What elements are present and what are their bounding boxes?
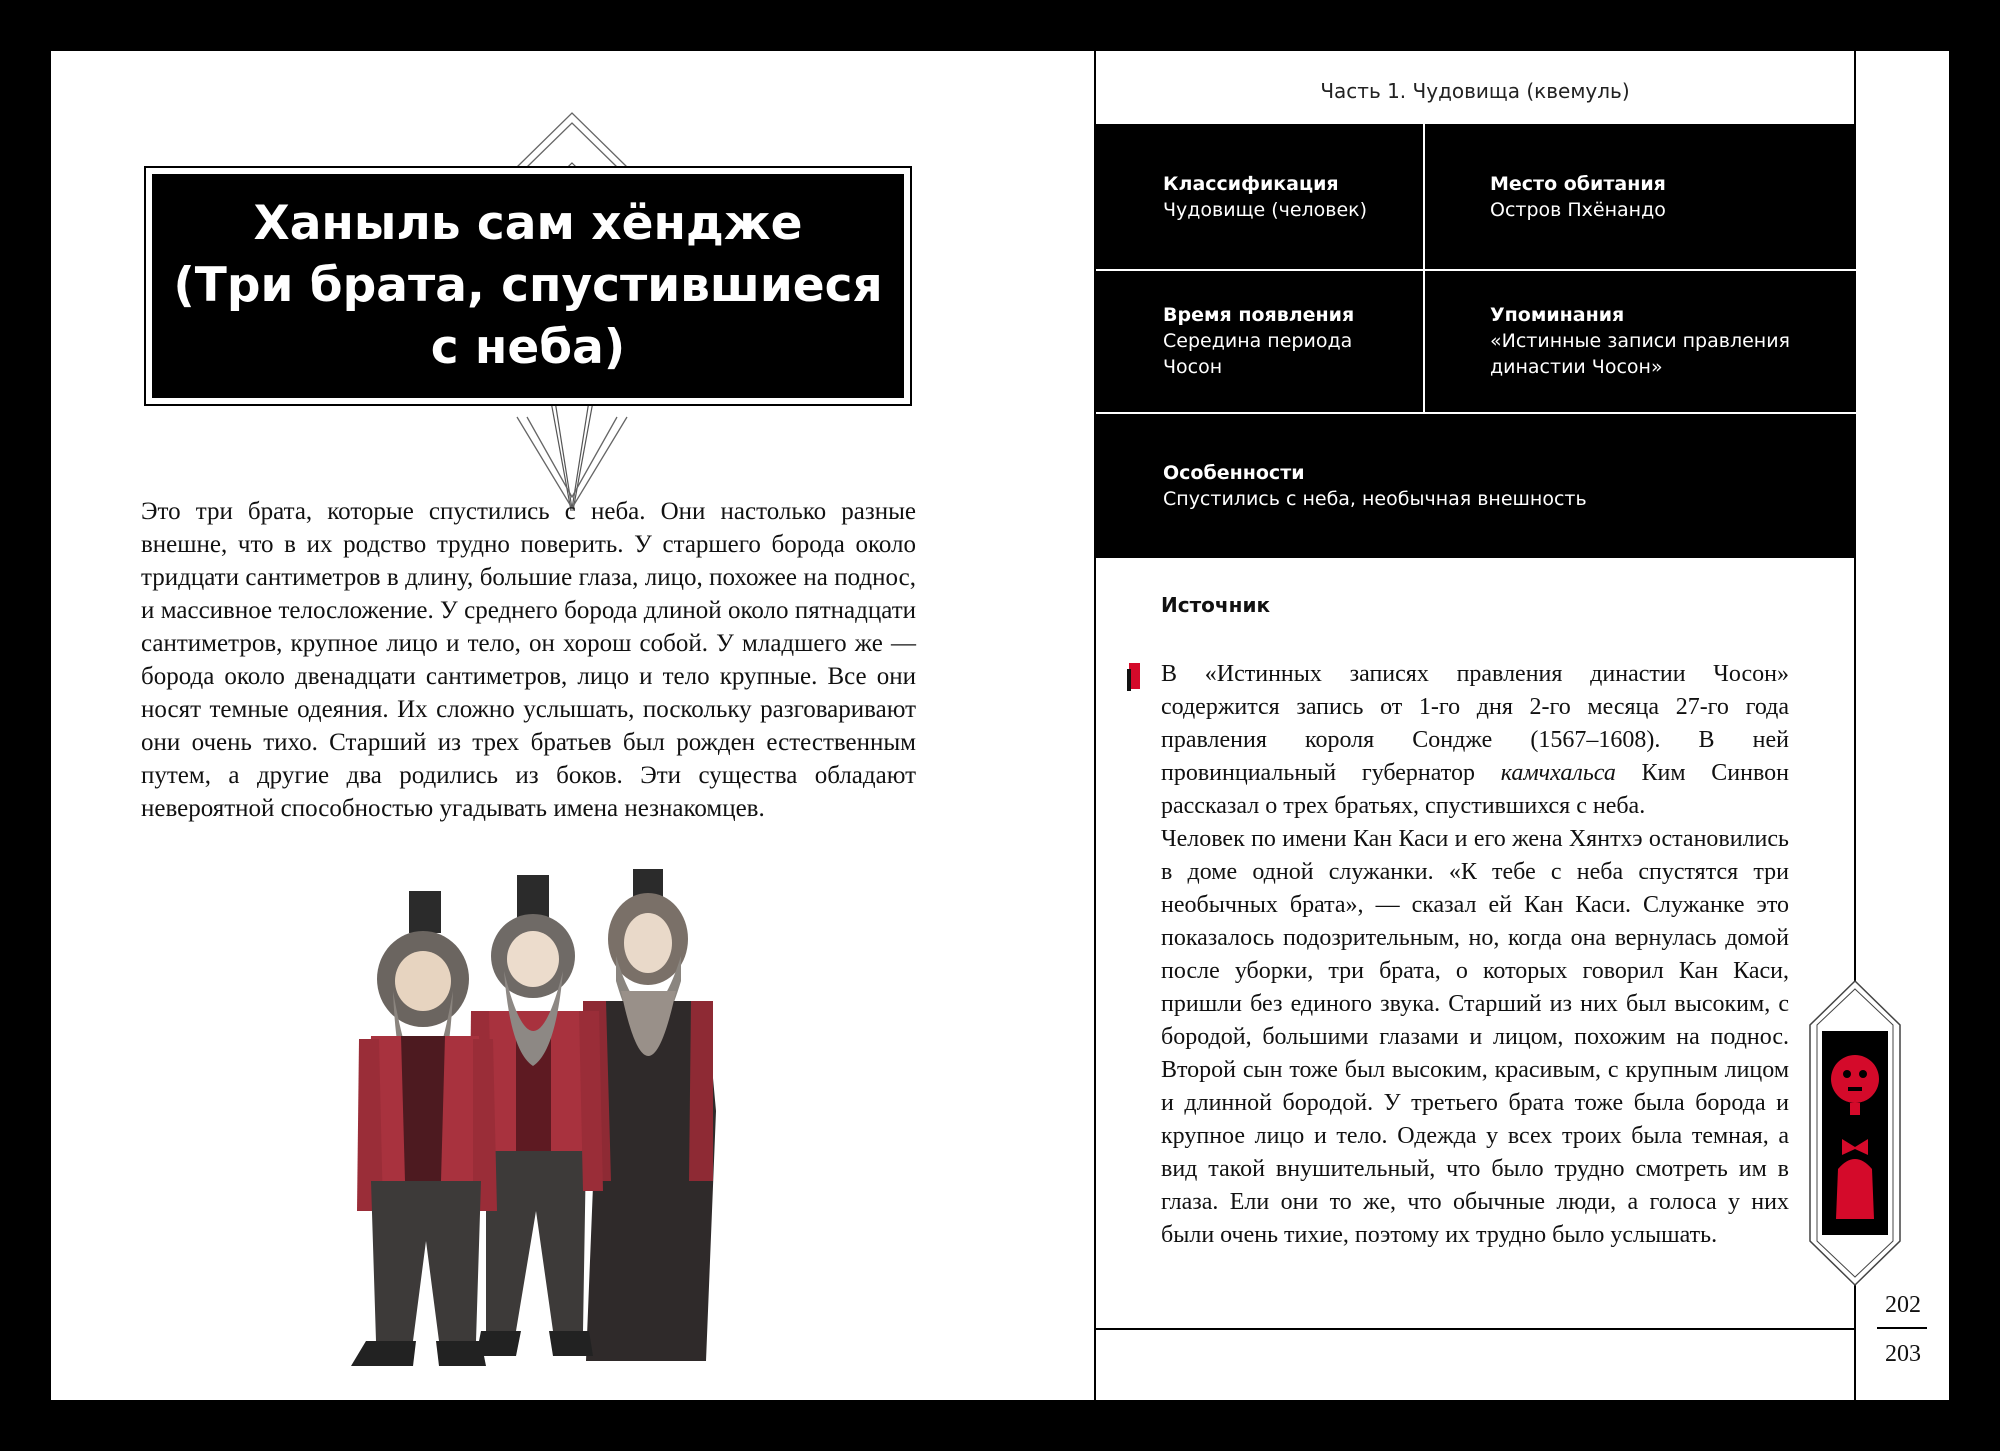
habitat-label: Место обитания: [1490, 173, 1666, 195]
features-value: Спустились с неба, необычная внешность: [1163, 488, 1587, 510]
info-divider-h1: [1096, 269, 1856, 271]
page-number-right: 203: [1885, 1341, 1921, 1367]
classification-label: Классификация: [1163, 173, 1339, 195]
time-label: Время появления: [1163, 304, 1355, 326]
info-table: [1096, 124, 1856, 558]
habitat-value: Остров Пхёнандо: [1490, 199, 1666, 221]
page-number-divider: [1877, 1327, 1927, 1329]
features-cell: [1163, 460, 1803, 512]
three-brothers-illustration: [321, 861, 791, 1391]
habitat-cell: [1490, 171, 1830, 223]
time-cell: [1163, 302, 1378, 380]
source-marker-icon: [1127, 663, 1141, 691]
info-divider-h2: [1096, 412, 1856, 414]
chapter-title: Ханыль сам хёндже (Три брата, спустившиеся с неба): [152, 174, 904, 398]
classification-value: Чудовище (человек): [1163, 199, 1368, 221]
mentions-value: «Истинные записи правления династии Чосон»: [1490, 330, 1790, 378]
eldest-brother-figure: [351, 891, 497, 1366]
running-header: Часть 1. Чудовища (квемуль): [1320, 79, 1630, 103]
bottom-rule: [1096, 1328, 1854, 1330]
youngest-brother-figure: [583, 869, 716, 1361]
features-label: Особенности: [1163, 462, 1305, 484]
source-text: [1161, 658, 1789, 1252]
kamchhalsa-term: камчхальса: [1500, 760, 1616, 786]
chapter-title-box: [144, 166, 912, 406]
page-number-left: 202: [1885, 1292, 1921, 1318]
description-paragraph: Это три брата, которые спустились с неба. Они настолько разные внешне, что в их родство трудно поверить. У старшего борода около тридцати сантиметров в длину, большие глаза, лицо, похожее на поднос, и массивное телосложение. У среднего борода длиной около пятнадцати сантиметров, крупное лицо и тело, он хорош собой. У младшего же — борода около двенадцати сантиметров, лицо и тело крупные. Все они носят темные одеяния. Их сложно услышать, поскольку разговаривают они очень тихо. Старший из трех братьев был рожден естественным путем, а другие два родились из боков. Эти существа обладают невероятной способностью угадывать имена незнакомцев.: [141, 498, 916, 822]
book-spread: [51, 51, 1949, 1400]
mentions-label: Упоминания: [1490, 304, 1625, 326]
time-value: Середина периода Чосон: [1163, 330, 1353, 378]
mentions-cell: [1490, 302, 1810, 380]
chapter-tab: [1808, 979, 1902, 1287]
source-paragraph-2: Человек по имени Кан Каси и его жена Хянтхэ остановились в доме одной служанки. «К тебе с неба спустятся три необычных брата», — сказал ей Кан Каси. Служанке это показалось подозрительным, но, когда она вернулась домой после уборки, три брата, о которых говорил Кан Каси, пришли без единого звука. Старший из них был высоким, с бородой, большими глазами и лицом, похожим на поднос. Второй сын тоже был высоким, красивым, с крупным лицом и длинной бородой. У третьего брата тоже была борода и крупное лицо и тело. Одежда у всех троих была темная, а вид такой внушительный, что было трудно смотреть им в глаза. Ели они то же, что обычные люди, а голоса у них были очень тихие, поэтому их трудно было услышать.: [1161, 826, 1789, 1248]
classification-cell: [1163, 171, 1413, 223]
source-paragraph-1: В «Истинных записях правления династии Чосон» содержится запись от 1-го дня 2-го месяца 27-го года правления короля Сондже (1567–1608). В ней провинциальный губернатор камчхальса Ким Синвон рассказал о трех братьях, спустившихся с неба.: [1161, 661, 1789, 819]
source-heading: Источник: [1161, 593, 1271, 617]
